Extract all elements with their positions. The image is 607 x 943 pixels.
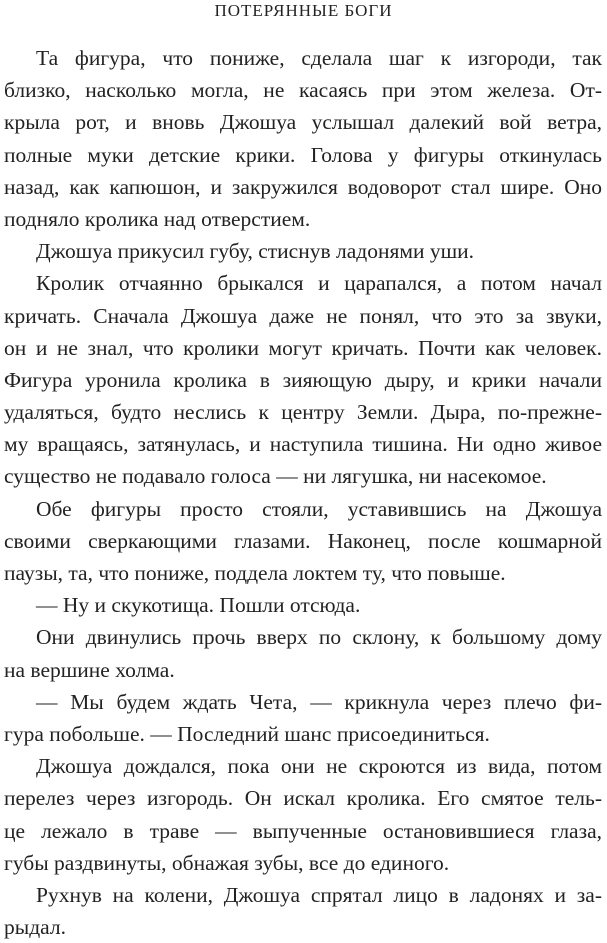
- text-line: своими сверкающими глазами. Наконец, после кошмарной: [4, 528, 602, 553]
- text-line: Джошуа прикусил губу, стиснув ладонями уши.: [36, 239, 475, 264]
- text-line: — Ну и скукотища. Пошли отсюда.: [36, 593, 361, 618]
- text-line: гура побольше. — Последний шанс присоединиться.: [4, 721, 490, 746]
- text-line: Фигура уронила кролика в зияющую дыру, и крики начали: [4, 367, 602, 392]
- text-line: паузы, та, что пониже, поддела локтем ту, что повыше.: [4, 561, 506, 585]
- text-line: му вращаясь, затянулась, и наступила тишина. Ни одно живое: [4, 432, 602, 457]
- text-line: кричать. Сначала Джошуа даже не понял, что это за звуки,: [4, 303, 602, 328]
- text-line: он и не знал, что кролики могут кричать. Почти как человек.: [4, 335, 602, 360]
- text-line: Они двинулись прочь вверх по склону, к большому дому: [36, 625, 602, 650]
- text-line: рыдал.: [4, 915, 66, 940]
- text-line: це лежало в траве — выпученные остановившиеся глаза,: [4, 818, 602, 843]
- text-line: на вершине холма.: [4, 657, 175, 682]
- text-line: Джошуа дождался, пока они не скроются из вида, потом: [36, 754, 602, 779]
- text-line: — Мы будем ждать Чета, — крикнула через плечо фи-: [36, 689, 602, 714]
- text-line: существо не подавало голоса — ни лягушка, ни насекомое.: [4, 464, 547, 489]
- text-line: назад, как капюшон, и закружился водоворот стал шире. Оно: [4, 174, 602, 199]
- text-line: близко, насколько могла, не касаясь при этом железа. От-: [4, 78, 602, 103]
- text-line: Кролик отчаянно брыкался и царапался, а потом начал: [36, 271, 602, 296]
- running-head: ПОТЕРЯННЫЕ БОГИ: [214, 1, 393, 20]
- text-line: Обе фигуры просто стояли, уставившись на Джошуа: [36, 496, 602, 521]
- text-line: крыла рот, и вновь Джошуа услышал далекий вой ветра,: [4, 110, 602, 135]
- text-line: перелез через изгородь. Он искал кролика. Его смятое тель-: [4, 786, 602, 811]
- text-line: Рухнув на колени, Джошуа спрятал лицо в ладонях и за-: [36, 882, 602, 907]
- body-text: [4, 42, 602, 943]
- text-line: полные муки детские крики. Голова у фигуры откинулась: [4, 142, 602, 167]
- text-line: губы раздвинуты, обнажая зубы, все до единого.: [4, 850, 450, 875]
- text-line: удаляться, будто неслись к центру Земли. Дыра, по-прежне-: [4, 400, 602, 425]
- text-line: подняло кролика над отверстием.: [4, 206, 311, 231]
- text-line: Та фигура, что пониже, сделала шаг к изгороди, так: [36, 46, 602, 70]
